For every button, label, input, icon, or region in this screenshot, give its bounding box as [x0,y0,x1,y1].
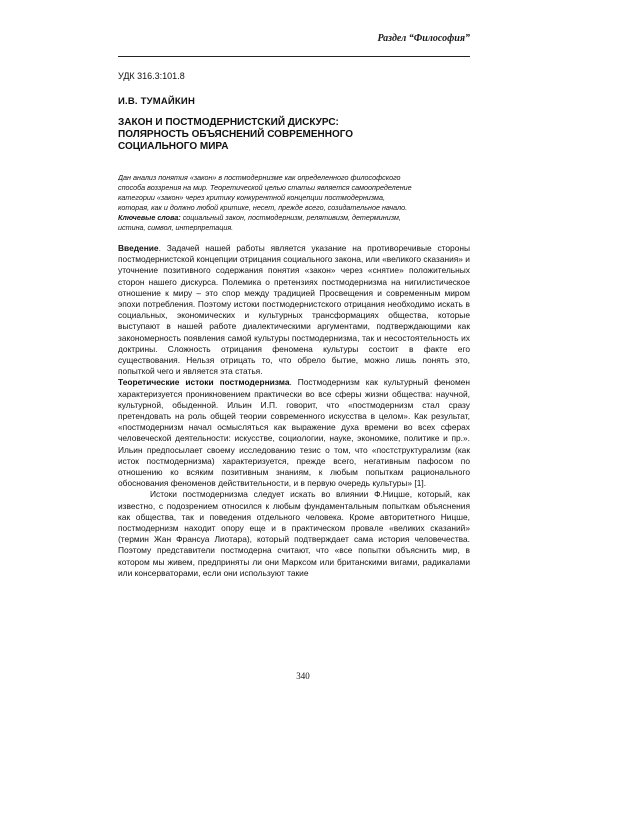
keywords-label: Ключевые слова: [118,213,181,222]
udc-code: УДК 316.3:101.8 [118,71,185,81]
theory-text: . Постмодернизм как культурный феномен характеризуется проникновением практически во все сферы жизни общества: научной, культурной, обыденной. Ильин И.П. говорит, что «постмодернизм стал сразу претендовать на роль общей теории современного искусства в целом». Как результат, «постмодернизм начал осмысляться как выражение духа времени во всех сферах человеческой деятельности: искусстве, социологии, науке, экономике, политике и пр.». Ильин предпосылает своему исследованию тезис о том, что «постструктурализм (как исток постмодернизма) характеризуется, прежде всего, негативным пафосом по отношению ко всяким позитивным знаниям, к любым попыткам рационального обоснования феноменов действительности, и в первую очередь культуры» [1]. [118,377,470,489]
abstract-line: способа воззрения на мир. Теоретической целью статьи является самоопределение [118,183,412,192]
introduction-heading: Введение [118,243,159,253]
header-rule [118,56,470,57]
title-line: СОЦИАЛЬНОГО МИРА [118,141,229,152]
abstract-line: Дан анализ понятия «закон» в постмодернизме как определенного философского [118,173,401,182]
abstract-line: которая, как и должно любой критике, несет, прежде всего, созидательное начало. [118,203,408,212]
paragraph-nietzsche: Истоки постмодернизма следует искать во влиянии Ф.Ницше, который, как известно, с подозрением относился к любым фундаментальным попыткам объяснения как общества, так и поведения отдельного человека. Кроме авторитетного Ницше, постмодернизм находит опору еще и в практическом провале «великих сказаний» (термин Жан Франсуа Лиотара), который подтверждает сама история человечества. Поэтому представители постмодерна считают, что «все попытки объяснить мир, в котором мы живем, предприняты ли они Марксом или британскими вигами, радикалами или консерваторами, если они используют такие [118,489,470,578]
keywords-line: истина, символ, интерпретация. [118,223,234,232]
paragraph-introduction [118,243,470,377]
title-line: ПОЛЯРНОСТЬ ОБЪЯСНЕНИЙ СОВРЕМЕННОГО [118,129,354,140]
page-number: 340 [296,671,310,681]
theory-heading: Теоретические истоки постмодернизма [118,377,290,388]
article-title [118,117,470,153]
keywords-line [118,213,470,223]
abstract-line: категории «закон» через критику конкурентной концепции постмодернизма, [118,193,385,202]
title-line: ЗАКОН И ПОСТМОДЕРНИСТСКИЙ ДИСКУРС: [118,117,339,128]
introduction-text: . Задачей нашей работы является указание на противоречивые стороны постмодернистской концепции отрицания социального закона, или «великого сказания» и уточнение позитивного содержания понятия «закон» через «снятие» положительных сторон нашего дискурса. Полемика о претензиях постмодернизма на нигилистическое отношение к миру – это спор между традицией Просвещения и современным миром эпохи потребления. Поэтому истоки постмодернистского отрицания необходимо искать в социальных, экономических и культурных трансформациях общества, которые выступают в нашей работе диалектическими аргументами, подтверждающими как закономерность появления самой культуры постмодернизма, так и несостоятельность их доктрины. Сложность отрицания феномена культуры состоит в факте его существования. Нельзя отрицать то, что обрело бытие, можно лишь понять это, попыткой чего и является эта статья. [118,243,470,377]
keywords-text: социальный закон, постмодернизм, релятивизм, детерминизм, [180,213,401,222]
author-name: И.В. ТУМАЙКИН [118,96,196,107]
abstract [118,173,470,233]
section-header: Раздел “Философия” [377,33,470,44]
article-body [118,243,470,579]
paragraph-theory [118,377,470,489]
